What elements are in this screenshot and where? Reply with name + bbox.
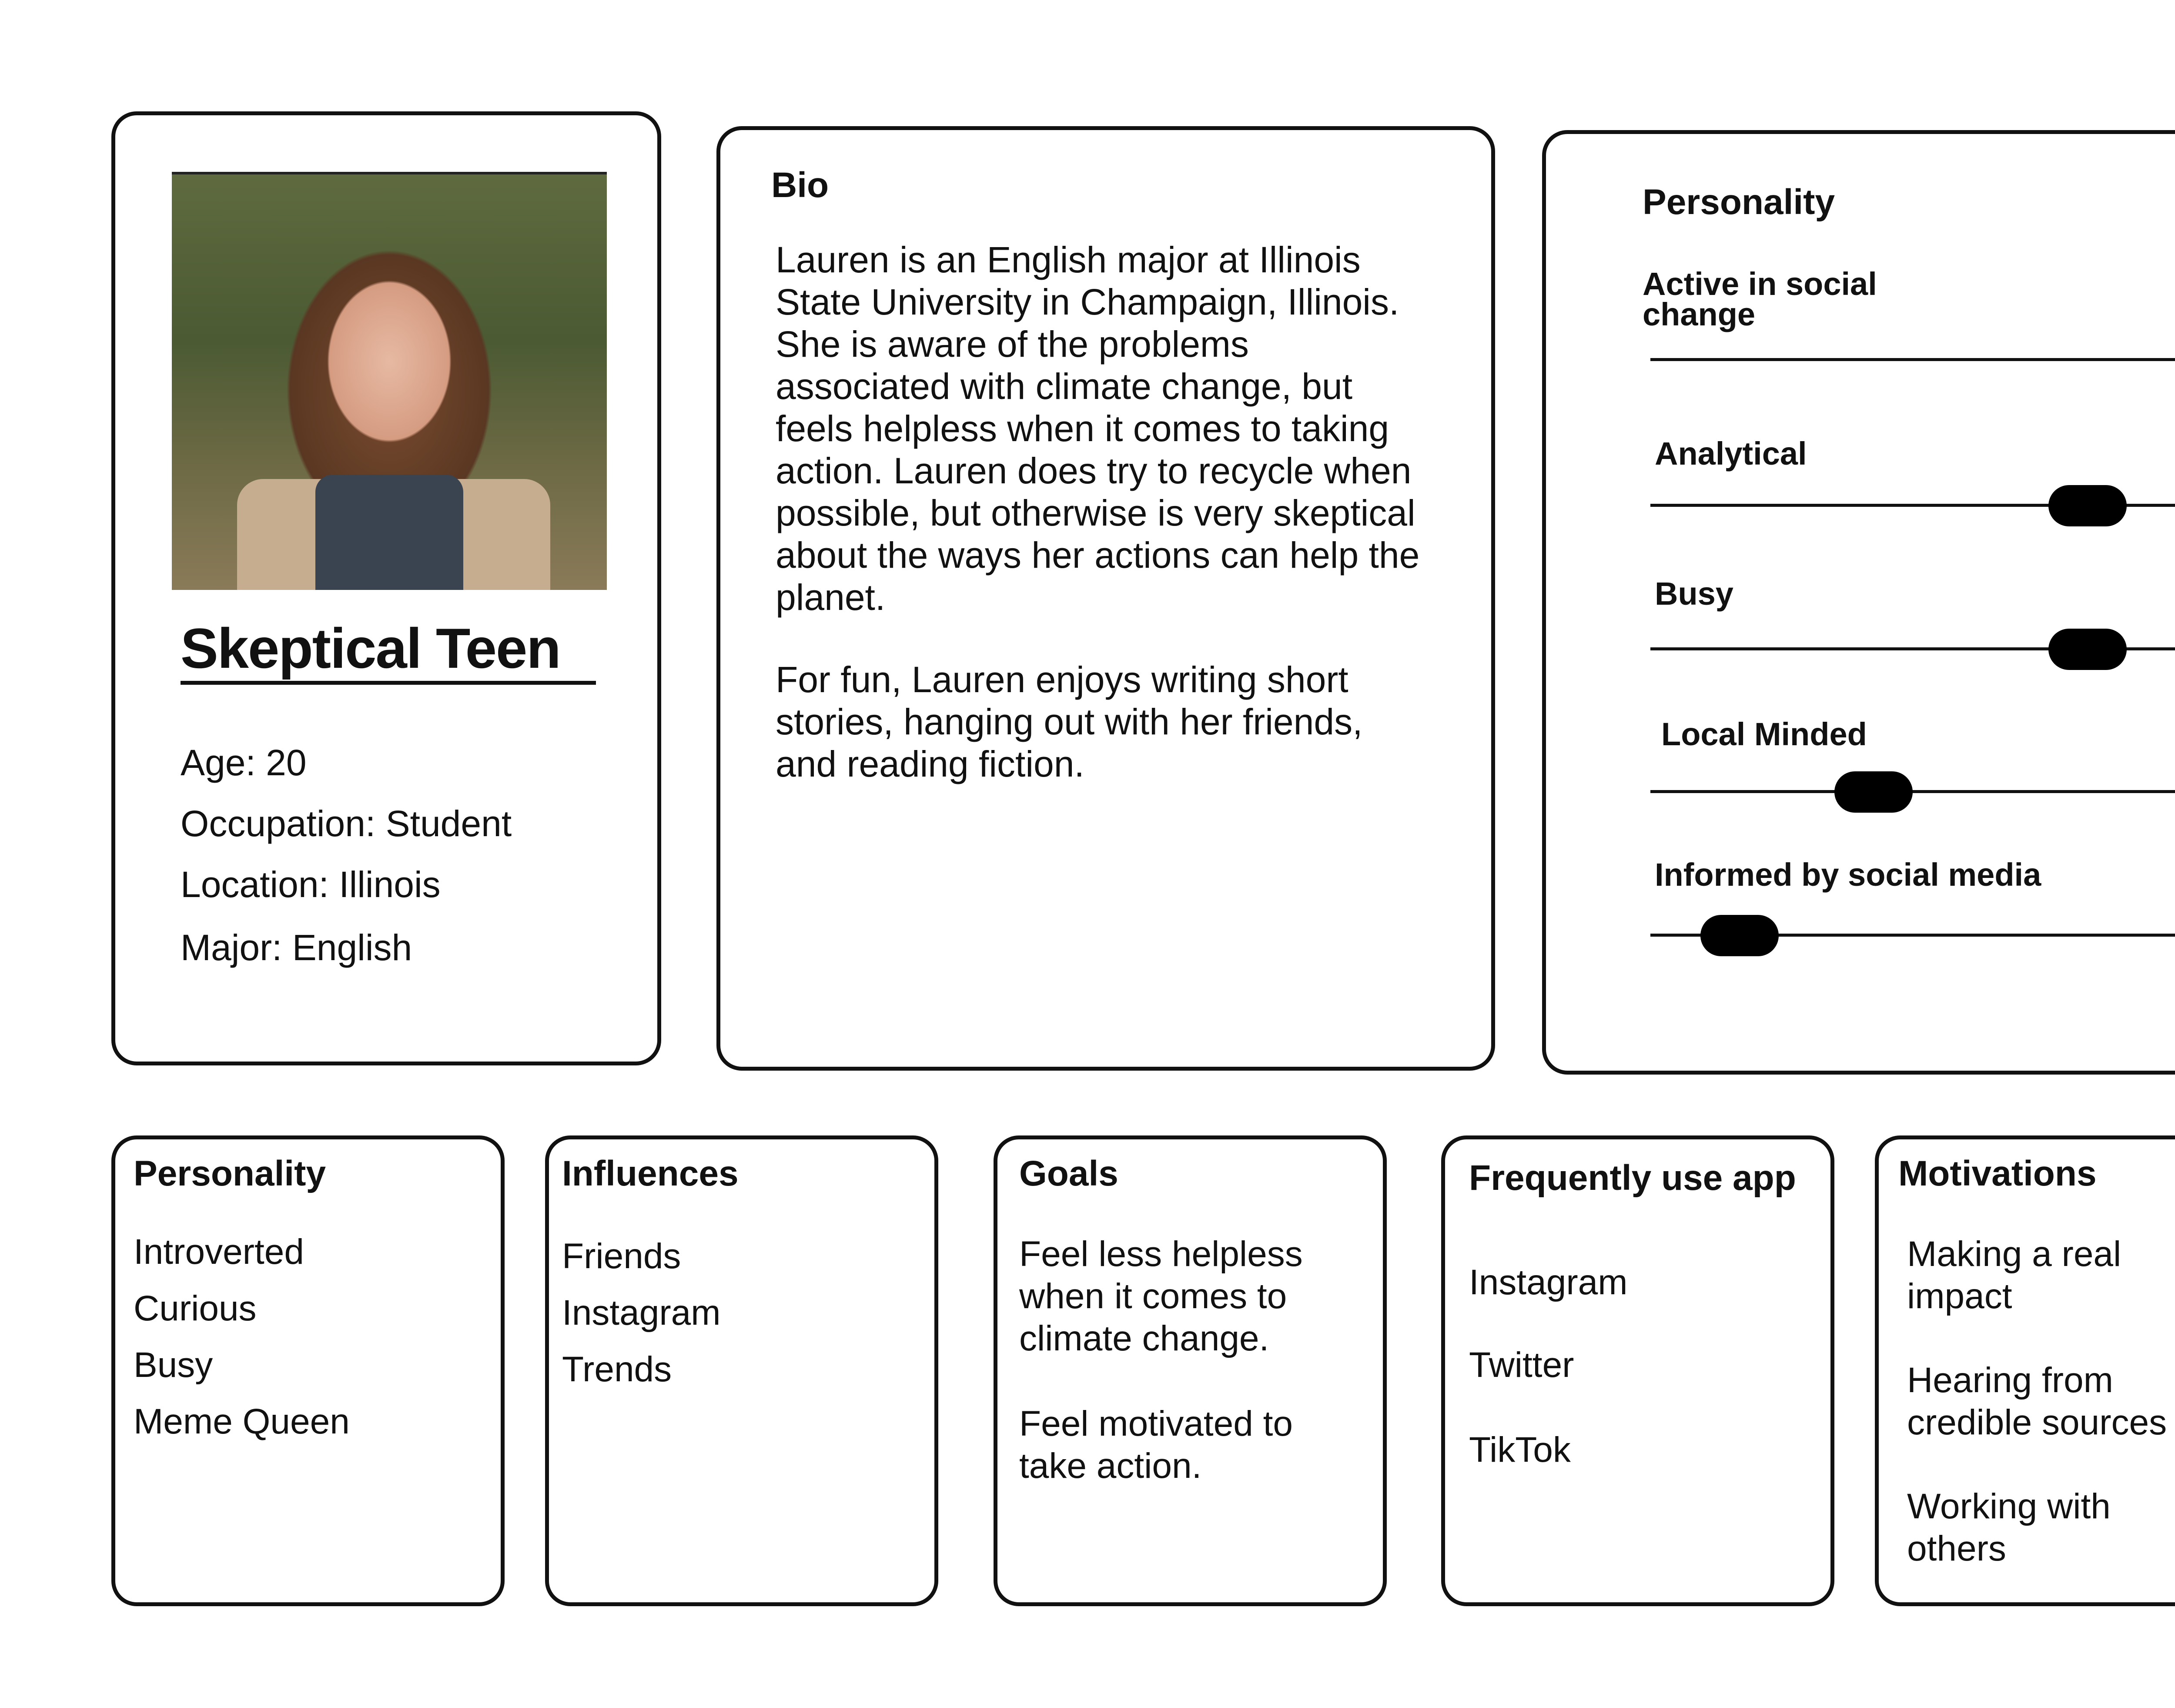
slider-2-left-label: Analytical [1655, 435, 1807, 472]
occupation-field: Occupation: Student [181, 803, 512, 844]
slider-4-left-label: Local Minded [1661, 716, 1867, 752]
frequent-apps-card [1441, 1135, 1834, 1606]
motivation-item: Making a real impact [1907, 1234, 2121, 1316]
bio-line: about the ways her actions can help the [776, 535, 1420, 576]
age-field: Age: 20 [181, 742, 307, 783]
slider-3-left-label: Busy [1655, 576, 1733, 612]
bio-line: possible, but otherwise is very skeptical [776, 492, 1415, 533]
motivations-card [1875, 1135, 2175, 1606]
app-item: Twitter [1469, 1345, 1574, 1385]
bio-card [716, 126, 1495, 1071]
profile-card [111, 111, 661, 1065]
slider-3-knob[interactable] [2048, 629, 2127, 670]
name-underline [181, 681, 596, 685]
goal-item: Feel less helpless when it comes to climate change. [1019, 1234, 1303, 1358]
bio-heading: Bio [771, 165, 829, 205]
influences-heading: Influences [562, 1154, 739, 1193]
bio-paragraph-2 [776, 659, 1362, 785]
bio-line: action. Lauren does try to recycle when [776, 450, 1412, 491]
slider-2-knob[interactable] [2048, 485, 2127, 526]
motivation-item: Working with others [1907, 1487, 2111, 1568]
slider-5-left-label: Informed by social media [1655, 857, 2041, 893]
frequent-apps-heading: Frequently use app [1469, 1158, 1796, 1198]
goals-heading: Goals [1019, 1154, 1118, 1193]
bio-paragraph-1 [776, 239, 1419, 619]
bio-line: feels helpless when it comes to taking [776, 408, 1389, 449]
influence-item: Instagram [562, 1293, 721, 1333]
influence-item: Friends [562, 1236, 681, 1276]
bio-line: planet. [776, 577, 886, 618]
trait-item: Curious [134, 1289, 257, 1328]
bio-line: She is aware of the problems [776, 324, 1249, 365]
slider-5-knob[interactable] [1700, 915, 1779, 956]
trait-item: Busy [134, 1345, 213, 1385]
trait-item: Meme Queen [134, 1402, 350, 1441]
sliders-heading: Personality [1643, 182, 1835, 222]
bio-line: For fun, Lauren enjoys writing short [776, 659, 1348, 700]
app-item: Instagram [1469, 1263, 1628, 1302]
bio-line: and reading fiction. [776, 743, 1084, 784]
location-field: Location: Illinois [181, 864, 441, 905]
slider-1-track[interactable] [1650, 358, 2175, 361]
goals-card [994, 1135, 1387, 1606]
major-field: Major: English [181, 927, 412, 968]
app-item: TikTok [1469, 1430, 1571, 1470]
motivation-item: Hearing from credible sources [1907, 1360, 2167, 1442]
bio-line: Lauren is an English major at Illinois [776, 239, 1361, 280]
bio-line: associated with climate change, but [776, 366, 1353, 407]
slider-4-knob[interactable] [1834, 771, 1913, 813]
goal-item: Feel motivated to take action. [1019, 1404, 1293, 1486]
influences-card [545, 1135, 938, 1606]
personality-sliders-card [1542, 130, 2175, 1075]
personality-traits-card [111, 1135, 505, 1606]
motivations-heading: Motivations [1898, 1154, 2097, 1193]
influence-item: Trends [562, 1350, 672, 1389]
slider-4-track[interactable] [1650, 790, 2175, 793]
personality-traits-heading: Personality [134, 1154, 326, 1193]
bio-line: State University in Champaign, Illinois. [776, 281, 1399, 322]
trait-item: Introverted [134, 1232, 304, 1272]
slider-1-left-label: Active in social change [1643, 266, 1877, 332]
persona-photo [172, 172, 607, 590]
persona-name: Skeptical Teen [181, 616, 560, 680]
bio-line: stories, hanging out with her friends, [776, 701, 1363, 742]
